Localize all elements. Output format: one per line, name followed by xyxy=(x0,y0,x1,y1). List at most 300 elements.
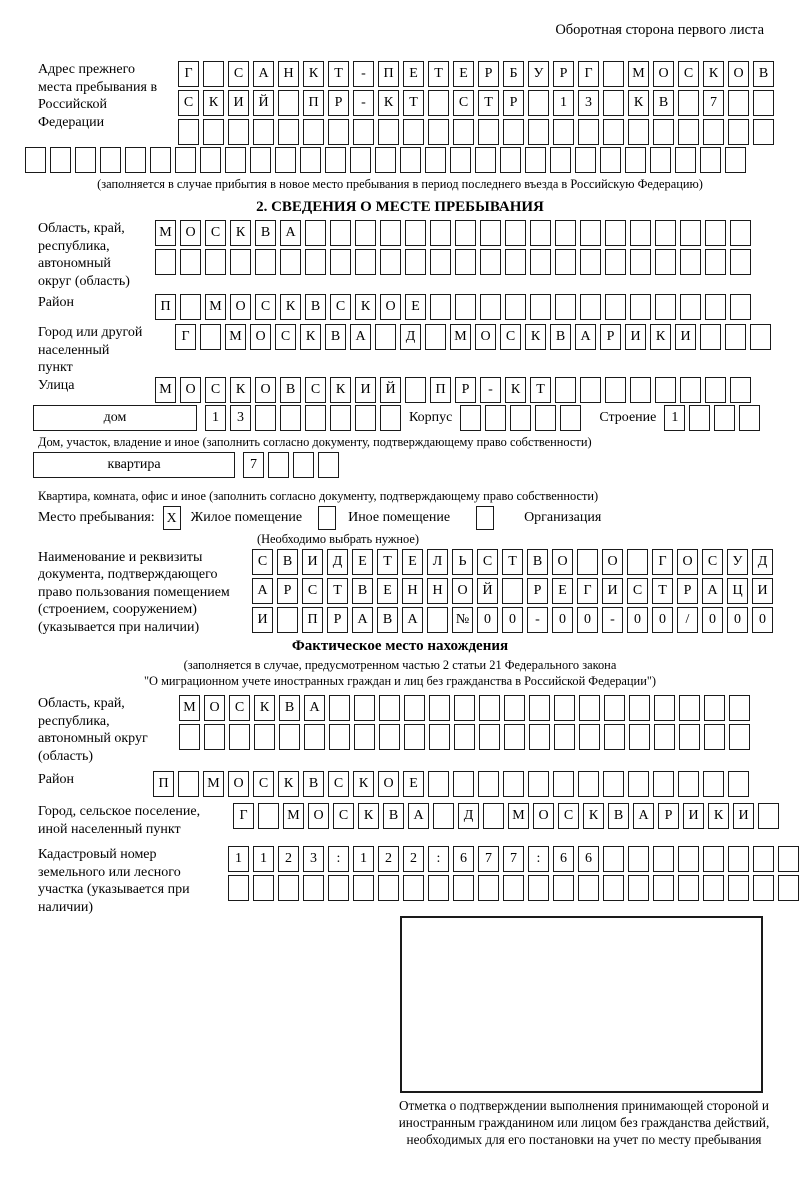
char-cell[interactable]: К xyxy=(583,803,604,829)
char-cell[interactable]: О xyxy=(380,294,401,320)
char-cell[interactable] xyxy=(355,220,376,246)
char-cell[interactable] xyxy=(430,249,451,275)
char-cell[interactable]: О xyxy=(180,220,201,246)
char-cell[interactable] xyxy=(555,220,576,246)
char-cell[interactable]: Т xyxy=(478,90,499,116)
char-cell[interactable] xyxy=(228,119,249,145)
char-cell[interactable]: Р xyxy=(600,324,621,350)
char-cell[interactable]: И xyxy=(302,549,323,575)
char-cell[interactable] xyxy=(279,724,300,750)
char-cell[interactable] xyxy=(429,695,450,721)
char-cell[interactable] xyxy=(425,147,446,173)
char-cell[interactable]: 3 xyxy=(230,405,251,431)
char-cell[interactable] xyxy=(653,771,674,797)
char-cell[interactable]: И xyxy=(683,803,704,829)
char-cell[interactable] xyxy=(528,90,549,116)
char-cell[interactable] xyxy=(625,147,646,173)
char-cell[interactable]: 1 xyxy=(228,846,249,872)
char-cell[interactable] xyxy=(505,249,526,275)
char-cell[interactable] xyxy=(555,294,576,320)
char-cell[interactable]: - xyxy=(353,90,374,116)
char-cell[interactable]: П xyxy=(155,294,176,320)
char-cell[interactable] xyxy=(200,324,221,350)
char-cell[interactable] xyxy=(653,846,674,872)
char-cell[interactable]: О xyxy=(653,61,674,87)
char-cell[interactable] xyxy=(580,220,601,246)
char-cell[interactable] xyxy=(728,90,749,116)
char-cell[interactable]: В xyxy=(383,803,404,829)
char-cell[interactable]: К xyxy=(353,771,374,797)
char-cell[interactable]: 6 xyxy=(453,846,474,872)
char-cell[interactable] xyxy=(454,724,475,750)
char-cell[interactable] xyxy=(378,119,399,145)
char-cell[interactable]: 1 xyxy=(253,846,274,872)
char-cell[interactable] xyxy=(550,147,571,173)
char-cell[interactable] xyxy=(530,220,551,246)
char-cell[interactable] xyxy=(150,147,171,173)
char-cell[interactable] xyxy=(650,147,671,173)
char-cell[interactable] xyxy=(510,405,531,431)
char-cell[interactable] xyxy=(300,147,321,173)
char-cell[interactable] xyxy=(680,220,701,246)
checkbox-inoe[interactable] xyxy=(318,506,336,530)
char-cell[interactable]: Р xyxy=(327,607,348,633)
char-cell[interactable] xyxy=(605,249,626,275)
char-cell[interactable] xyxy=(304,724,325,750)
char-cell[interactable]: М xyxy=(205,294,226,320)
char-cell[interactable]: Е xyxy=(453,61,474,87)
char-cell[interactable]: И xyxy=(675,324,696,350)
char-cell[interactable] xyxy=(554,724,575,750)
char-cell[interactable]: М xyxy=(225,324,246,350)
char-cell[interactable] xyxy=(318,452,339,478)
char-cell[interactable] xyxy=(678,846,699,872)
char-cell[interactable]: М xyxy=(628,61,649,87)
char-cell[interactable]: С xyxy=(330,294,351,320)
char-cell[interactable] xyxy=(703,846,724,872)
char-cell[interactable]: С xyxy=(228,61,249,87)
char-cell[interactable]: Е xyxy=(403,61,424,87)
char-cell[interactable] xyxy=(753,90,774,116)
char-cell[interactable]: И xyxy=(625,324,646,350)
char-cell[interactable]: А xyxy=(350,324,371,350)
char-cell[interactable] xyxy=(379,724,400,750)
char-cell[interactable] xyxy=(653,875,674,901)
char-cell[interactable] xyxy=(455,249,476,275)
char-cell[interactable] xyxy=(330,249,351,275)
char-cell[interactable] xyxy=(728,119,749,145)
char-cell[interactable]: П xyxy=(153,771,174,797)
char-cell[interactable]: М xyxy=(508,803,529,829)
char-cell[interactable] xyxy=(528,875,549,901)
char-cell[interactable] xyxy=(655,377,676,403)
char-cell[interactable]: А xyxy=(575,324,596,350)
char-cell[interactable]: 2 xyxy=(403,846,424,872)
char-cell[interactable] xyxy=(430,220,451,246)
char-cell[interactable] xyxy=(354,724,375,750)
char-cell[interactable] xyxy=(502,578,523,604)
char-cell[interactable]: Р xyxy=(503,90,524,116)
char-cell[interactable] xyxy=(380,249,401,275)
char-cell[interactable] xyxy=(730,249,751,275)
char-cell[interactable] xyxy=(679,724,700,750)
char-cell[interactable]: К xyxy=(230,220,251,246)
char-cell[interactable] xyxy=(430,294,451,320)
char-cell[interactable] xyxy=(704,695,725,721)
char-cell[interactable] xyxy=(630,377,651,403)
char-cell[interactable]: 0 xyxy=(577,607,598,633)
char-cell[interactable]: В xyxy=(527,549,548,575)
char-cell[interactable] xyxy=(203,119,224,145)
char-cell[interactable]: 3 xyxy=(303,846,324,872)
char-cell[interactable]: Т xyxy=(530,377,551,403)
char-cell[interactable] xyxy=(325,147,346,173)
char-cell[interactable] xyxy=(355,249,376,275)
char-cell[interactable] xyxy=(428,90,449,116)
char-cell[interactable] xyxy=(480,294,501,320)
char-cell[interactable]: Е xyxy=(552,578,573,604)
char-cell[interactable] xyxy=(425,324,446,350)
char-cell[interactable] xyxy=(578,875,599,901)
char-cell[interactable]: Г xyxy=(233,803,254,829)
char-cell[interactable] xyxy=(560,405,581,431)
char-cell[interactable] xyxy=(603,771,624,797)
char-cell[interactable]: : xyxy=(328,846,349,872)
char-cell[interactable] xyxy=(280,405,301,431)
char-cell[interactable]: - xyxy=(480,377,501,403)
char-cell[interactable] xyxy=(278,90,299,116)
char-cell[interactable]: Г xyxy=(175,324,196,350)
char-cell[interactable] xyxy=(628,771,649,797)
char-cell[interactable]: А xyxy=(633,803,654,829)
char-cell[interactable] xyxy=(483,803,504,829)
char-cell[interactable] xyxy=(230,249,251,275)
char-cell[interactable]: К xyxy=(628,90,649,116)
char-cell[interactable]: Р xyxy=(677,578,698,604)
char-cell[interactable]: - xyxy=(602,607,623,633)
kvartira-type-box[interactable]: квартира xyxy=(33,452,235,478)
char-cell[interactable] xyxy=(404,695,425,721)
char-cell[interactable] xyxy=(753,119,774,145)
char-cell[interactable] xyxy=(730,294,751,320)
char-cell[interactable]: В xyxy=(377,607,398,633)
char-cell[interactable] xyxy=(380,220,401,246)
char-cell[interactable] xyxy=(478,875,499,901)
char-cell[interactable] xyxy=(689,405,710,431)
char-cell[interactable] xyxy=(455,220,476,246)
char-cell[interactable] xyxy=(604,695,625,721)
char-cell[interactable]: Т xyxy=(502,549,523,575)
char-cell[interactable] xyxy=(378,875,399,901)
char-cell[interactable]: 6 xyxy=(553,846,574,872)
char-cell[interactable] xyxy=(205,249,226,275)
char-cell[interactable] xyxy=(778,846,799,872)
char-cell[interactable] xyxy=(203,61,224,87)
char-cell[interactable]: К xyxy=(650,324,671,350)
char-cell[interactable]: 0 xyxy=(477,607,498,633)
char-cell[interactable]: К xyxy=(525,324,546,350)
char-cell[interactable]: : xyxy=(528,846,549,872)
char-cell[interactable] xyxy=(453,771,474,797)
char-cell[interactable] xyxy=(528,771,549,797)
char-cell[interactable]: К xyxy=(280,294,301,320)
char-cell[interactable]: И xyxy=(252,607,273,633)
char-cell[interactable]: Д xyxy=(400,324,421,350)
char-cell[interactable]: С xyxy=(477,549,498,575)
char-cell[interactable] xyxy=(728,875,749,901)
char-cell[interactable] xyxy=(255,405,276,431)
char-cell[interactable] xyxy=(350,147,371,173)
char-cell[interactable]: С xyxy=(205,220,226,246)
char-cell[interactable]: К xyxy=(254,695,275,721)
char-cell[interactable]: К xyxy=(278,771,299,797)
char-cell[interactable]: И xyxy=(752,578,773,604)
char-cell[interactable]: Р xyxy=(527,578,548,604)
char-cell[interactable] xyxy=(725,147,746,173)
char-cell[interactable]: С xyxy=(500,324,521,350)
char-cell[interactable] xyxy=(529,724,550,750)
char-cell[interactable] xyxy=(700,147,721,173)
char-cell[interactable] xyxy=(355,405,376,431)
char-cell[interactable]: Т xyxy=(403,90,424,116)
char-cell[interactable]: С xyxy=(678,61,699,87)
char-cell[interactable]: С xyxy=(252,549,273,575)
char-cell[interactable] xyxy=(577,549,598,575)
char-cell[interactable] xyxy=(578,119,599,145)
char-cell[interactable] xyxy=(429,724,450,750)
char-cell[interactable]: О xyxy=(602,549,623,575)
char-cell[interactable]: О xyxy=(230,294,251,320)
char-cell[interactable]: С xyxy=(253,771,274,797)
char-cell[interactable] xyxy=(629,695,650,721)
char-cell[interactable] xyxy=(629,724,650,750)
char-cell[interactable]: О xyxy=(728,61,749,87)
char-cell[interactable] xyxy=(529,695,550,721)
char-cell[interactable] xyxy=(277,607,298,633)
char-cell[interactable] xyxy=(753,846,774,872)
char-cell[interactable]: 7 xyxy=(478,846,499,872)
char-cell[interactable]: А xyxy=(352,607,373,633)
char-cell[interactable] xyxy=(575,147,596,173)
char-cell[interactable] xyxy=(553,119,574,145)
char-cell[interactable]: К xyxy=(303,61,324,87)
char-cell[interactable] xyxy=(605,294,626,320)
char-cell[interactable]: О xyxy=(533,803,554,829)
char-cell[interactable] xyxy=(278,119,299,145)
char-cell[interactable] xyxy=(204,724,225,750)
char-cell[interactable] xyxy=(293,452,314,478)
char-cell[interactable] xyxy=(758,803,779,829)
char-cell[interactable]: С xyxy=(333,803,354,829)
char-cell[interactable]: С xyxy=(275,324,296,350)
char-cell[interactable]: Б xyxy=(503,61,524,87)
char-cell[interactable] xyxy=(628,846,649,872)
char-cell[interactable] xyxy=(728,771,749,797)
char-cell[interactable]: 7 xyxy=(503,846,524,872)
char-cell[interactable] xyxy=(353,119,374,145)
char-cell[interactable]: Е xyxy=(405,294,426,320)
char-cell[interactable] xyxy=(354,695,375,721)
char-cell[interactable] xyxy=(730,377,751,403)
char-cell[interactable] xyxy=(753,875,774,901)
char-cell[interactable] xyxy=(453,119,474,145)
char-cell[interactable]: В xyxy=(277,549,298,575)
char-cell[interactable] xyxy=(703,119,724,145)
char-cell[interactable] xyxy=(353,875,374,901)
char-cell[interactable]: Т xyxy=(428,61,449,87)
char-cell[interactable]: Е xyxy=(352,549,373,575)
char-cell[interactable]: О xyxy=(452,578,473,604)
char-cell[interactable]: 0 xyxy=(627,607,648,633)
char-cell[interactable] xyxy=(305,249,326,275)
char-cell[interactable]: Г xyxy=(652,549,673,575)
char-cell[interactable] xyxy=(405,377,426,403)
char-cell[interactable] xyxy=(180,294,201,320)
char-cell[interactable]: И xyxy=(602,578,623,604)
char-cell[interactable]: 0 xyxy=(652,607,673,633)
char-cell[interactable]: О xyxy=(180,377,201,403)
char-cell[interactable] xyxy=(330,220,351,246)
char-cell[interactable]: Р xyxy=(553,61,574,87)
char-cell[interactable]: В xyxy=(305,294,326,320)
char-cell[interactable]: М xyxy=(179,695,200,721)
char-cell[interactable]: 0 xyxy=(752,607,773,633)
char-cell[interactable]: Д xyxy=(327,549,348,575)
char-cell[interactable] xyxy=(475,147,496,173)
char-cell[interactable] xyxy=(405,220,426,246)
char-cell[interactable] xyxy=(700,324,721,350)
char-cell[interactable]: Ц xyxy=(727,578,748,604)
char-cell[interactable] xyxy=(704,724,725,750)
char-cell[interactable] xyxy=(603,846,624,872)
char-cell[interactable]: О xyxy=(204,695,225,721)
char-cell[interactable] xyxy=(680,294,701,320)
char-cell[interactable]: Д xyxy=(752,549,773,575)
char-cell[interactable] xyxy=(75,147,96,173)
char-cell[interactable]: М xyxy=(203,771,224,797)
char-cell[interactable] xyxy=(705,249,726,275)
char-cell[interactable] xyxy=(280,249,301,275)
char-cell[interactable] xyxy=(505,220,526,246)
char-cell[interactable] xyxy=(479,695,500,721)
char-cell[interactable] xyxy=(427,607,448,633)
char-cell[interactable]: 1 xyxy=(205,405,226,431)
char-cell[interactable] xyxy=(155,249,176,275)
checkbox-organizatsiya[interactable] xyxy=(476,506,494,530)
char-cell[interactable]: О xyxy=(475,324,496,350)
char-cell[interactable] xyxy=(329,695,350,721)
char-cell[interactable] xyxy=(400,147,421,173)
char-cell[interactable] xyxy=(253,119,274,145)
char-cell[interactable]: С xyxy=(178,90,199,116)
checkbox-zhiloe[interactable]: X xyxy=(163,506,181,530)
char-cell[interactable] xyxy=(303,875,324,901)
char-cell[interactable] xyxy=(305,405,326,431)
char-cell[interactable] xyxy=(100,147,121,173)
char-cell[interactable]: Р xyxy=(328,90,349,116)
char-cell[interactable]: П xyxy=(378,61,399,87)
char-cell[interactable] xyxy=(504,724,525,750)
char-cell[interactable] xyxy=(478,119,499,145)
char-cell[interactable] xyxy=(579,695,600,721)
char-cell[interactable]: К xyxy=(355,294,376,320)
char-cell[interactable] xyxy=(330,405,351,431)
char-cell[interactable]: С xyxy=(302,578,323,604)
char-cell[interactable]: Ь xyxy=(452,549,473,575)
char-cell[interactable] xyxy=(228,875,249,901)
char-cell[interactable] xyxy=(525,147,546,173)
char-cell[interactable]: С xyxy=(702,549,723,575)
char-cell[interactable] xyxy=(485,405,506,431)
char-cell[interactable] xyxy=(703,875,724,901)
char-cell[interactable] xyxy=(328,875,349,901)
char-cell[interactable]: № xyxy=(452,607,473,633)
char-cell[interactable] xyxy=(579,724,600,750)
char-cell[interactable] xyxy=(254,724,275,750)
char-cell[interactable] xyxy=(703,771,724,797)
char-cell[interactable]: - xyxy=(353,61,374,87)
char-cell[interactable] xyxy=(603,61,624,87)
char-cell[interactable] xyxy=(250,147,271,173)
char-cell[interactable]: В xyxy=(352,578,373,604)
char-cell[interactable]: С xyxy=(305,377,326,403)
char-cell[interactable] xyxy=(428,771,449,797)
char-cell[interactable]: К xyxy=(708,803,729,829)
char-cell[interactable] xyxy=(433,803,454,829)
char-cell[interactable] xyxy=(555,377,576,403)
char-cell[interactable]: А xyxy=(253,61,274,87)
char-cell[interactable] xyxy=(600,147,621,173)
char-cell[interactable]: М xyxy=(450,324,471,350)
char-cell[interactable]: Г xyxy=(178,61,199,87)
char-cell[interactable] xyxy=(380,405,401,431)
char-cell[interactable] xyxy=(730,220,751,246)
char-cell[interactable]: В xyxy=(325,324,346,350)
char-cell[interactable]: О xyxy=(250,324,271,350)
char-cell[interactable]: Р xyxy=(277,578,298,604)
char-cell[interactable] xyxy=(603,119,624,145)
char-cell[interactable] xyxy=(630,249,651,275)
char-cell[interactable] xyxy=(630,220,651,246)
char-cell[interactable] xyxy=(229,724,250,750)
char-cell[interactable] xyxy=(535,405,556,431)
char-cell[interactable] xyxy=(258,803,279,829)
char-cell[interactable] xyxy=(329,724,350,750)
char-cell[interactable]: Л xyxy=(427,549,448,575)
char-cell[interactable]: 2 xyxy=(378,846,399,872)
char-cell[interactable]: В xyxy=(653,90,674,116)
char-cell[interactable] xyxy=(580,294,601,320)
char-cell[interactable] xyxy=(25,147,46,173)
char-cell[interactable] xyxy=(178,771,199,797)
char-cell[interactable] xyxy=(278,875,299,901)
char-cell[interactable]: М xyxy=(155,220,176,246)
char-cell[interactable] xyxy=(125,147,146,173)
char-cell[interactable] xyxy=(503,875,524,901)
char-cell[interactable]: Р xyxy=(455,377,476,403)
char-cell[interactable] xyxy=(655,294,676,320)
char-cell[interactable]: Д xyxy=(458,803,479,829)
char-cell[interactable]: 7 xyxy=(703,90,724,116)
char-cell[interactable]: К xyxy=(203,90,224,116)
char-cell[interactable] xyxy=(175,147,196,173)
char-cell[interactable] xyxy=(705,220,726,246)
char-cell[interactable] xyxy=(405,249,426,275)
char-cell[interactable]: Й xyxy=(253,90,274,116)
char-cell[interactable]: У xyxy=(727,549,748,575)
char-cell[interactable] xyxy=(480,249,501,275)
char-cell[interactable]: Р xyxy=(658,803,679,829)
